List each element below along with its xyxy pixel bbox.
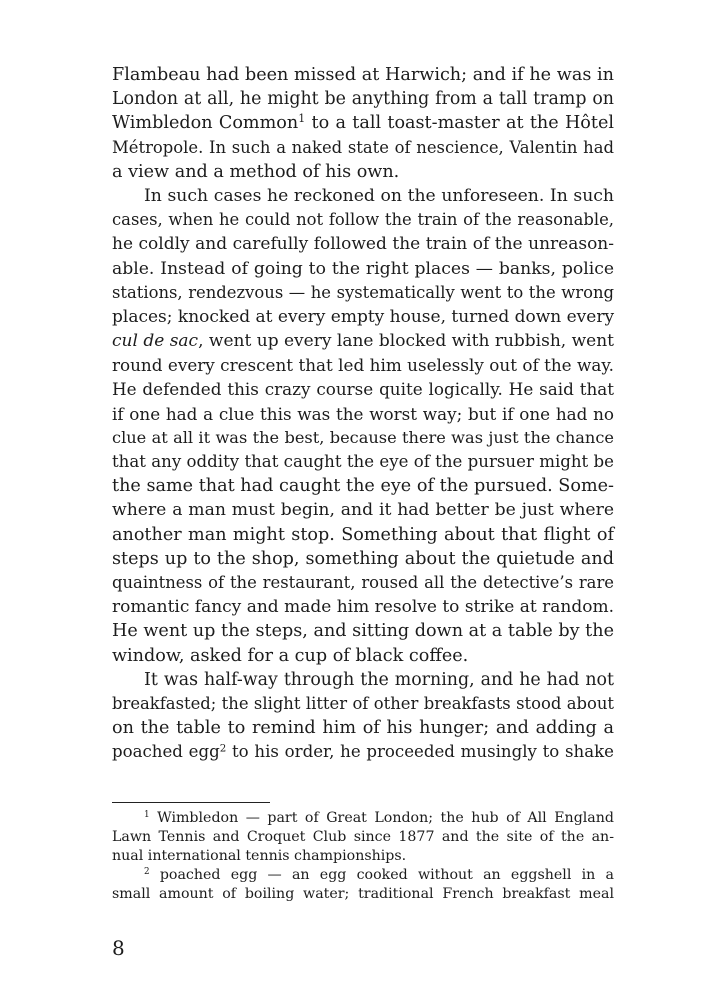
footnotes	[112, 809, 614, 904]
text-line	[112, 281, 614, 305]
text-line	[112, 571, 614, 595]
text-line	[112, 184, 614, 208]
footnote-marker: 1	[298, 112, 306, 126]
text-line	[112, 329, 614, 353]
text-line	[112, 63, 614, 87]
footnote-marker: 2	[219, 742, 227, 755]
text-segment: window, asked for a cup of black coffee.	[112, 645, 469, 666]
text-segment: clue at all it was the best, because there was just the chance	[112, 427, 614, 447]
text-segment: Flambeau had been missed at Harwich; and if he was in	[112, 65, 614, 85]
text-segment: Lawn Tennis and Croquet Club since 1877 and the site of the an-	[112, 829, 614, 845]
text-line	[112, 523, 614, 547]
text-segment: poached egg	[112, 742, 220, 762]
text-line	[112, 692, 614, 716]
text-segment: In such cases he reckoned on the unforeseen. In such	[144, 185, 614, 206]
text-line	[112, 353, 614, 377]
text-line	[112, 450, 614, 474]
body-text	[112, 63, 614, 764]
text-segment: the same that had caught the eye of the pursued. Some-	[112, 476, 614, 497]
text-segment: places; knocked at every empty house, turned down every	[112, 306, 615, 327]
text-segment: poached egg — an egg cooked without an eggshell in a	[149, 867, 614, 883]
italic-text: cul de sac	[112, 331, 199, 352]
text-line	[112, 547, 614, 571]
text-line	[112, 644, 614, 668]
footnote-separator	[112, 802, 270, 803]
text-line	[112, 305, 614, 329]
text-segment: Wimbledon Common	[112, 113, 299, 134]
text-segment: small amount of boiling water; traditional French breakfast meal	[112, 886, 614, 902]
text-line	[112, 377, 614, 401]
text-segment: It was half-way through the morning, and he had not	[144, 669, 614, 690]
text-segment: steps up to the shop, something about the quietude and	[112, 548, 614, 569]
footnote	[112, 809, 614, 866]
page-number: 8	[112, 936, 125, 960]
text-line	[112, 232, 614, 256]
paragraph	[112, 668, 614, 765]
text-line	[112, 498, 614, 522]
text-segment: , went up every lane blocked with rubbish, went	[198, 331, 614, 352]
footnote-line	[112, 809, 614, 828]
text-segment: another man might stop. Something about that flight of	[112, 524, 614, 545]
text-line	[112, 595, 614, 619]
footnote	[112, 866, 614, 904]
text-line	[112, 208, 614, 232]
text-segment: on the table to remind him of his hunger; and adding a	[112, 718, 614, 739]
paragraph	[112, 63, 614, 184]
text-line	[112, 716, 614, 740]
text-segment: to his order, he proceeded musingly to shake	[226, 742, 614, 762]
text-segment: He went up the steps, and sitting down at a table by the	[112, 621, 614, 642]
text-line	[112, 111, 614, 135]
text-segment: he coldly and carefully followed the train of the unreason-	[112, 234, 614, 255]
text-segment: quaintness of the restaurant, roused all the detective’s rare	[112, 572, 614, 592]
text-segment: nual international tennis championships.	[112, 848, 407, 864]
footnote-marker: 1	[144, 810, 150, 821]
footnote-line	[112, 885, 614, 904]
text-line	[112, 160, 614, 184]
text-segment: breakfasted; the slight litter of other breakfasts stood about	[112, 693, 614, 713]
text-segment: London at all, he might be anything from a tall tramp on	[112, 89, 614, 110]
footnote-line	[112, 847, 614, 866]
text-line	[112, 740, 614, 764]
text-line	[112, 619, 614, 643]
footnote-line	[112, 866, 614, 885]
text-segment: a view and a method of his own.	[112, 161, 400, 182]
text-line	[112, 668, 614, 692]
text-segment: Métropole. In such a naked state of nescience, Valentin had	[112, 137, 614, 157]
text-segment: round every crescent that led him uselessly out of the way.	[112, 355, 614, 376]
text-line	[112, 474, 614, 498]
text-segment: able. Instead of going to the right places — banks, police	[112, 258, 614, 279]
text-segment: stations, rendezvous — he systematically went to the wrong	[112, 282, 614, 302]
text-segment: where a man must begin, and it had better be just where	[112, 500, 614, 521]
text-segment: He defended this crazy course quite logically. He said that	[112, 379, 614, 400]
text-line	[112, 426, 614, 450]
text-line	[112, 136, 614, 160]
text-line	[112, 87, 614, 111]
footnote-marker: 2	[144, 867, 150, 878]
text-line	[112, 402, 614, 426]
text-segment: if one had a clue this was the worst way; but if one had no	[112, 403, 614, 424]
paragraph	[112, 184, 614, 668]
text-segment: to a tall toast-master at the Hôtel	[305, 113, 614, 134]
text-line	[112, 257, 614, 281]
text-segment: cases, when he could not follow the train of the reasonable,	[112, 210, 614, 230]
text-segment: that any oddity that caught the eye of the pursuer might be	[112, 452, 614, 471]
text-segment: romantic fancy and made him resolve to strike at random.	[112, 597, 614, 618]
text-segment: Wimbledon — part of Great London; the hub of All England	[149, 810, 614, 826]
footnote-line	[112, 828, 614, 847]
